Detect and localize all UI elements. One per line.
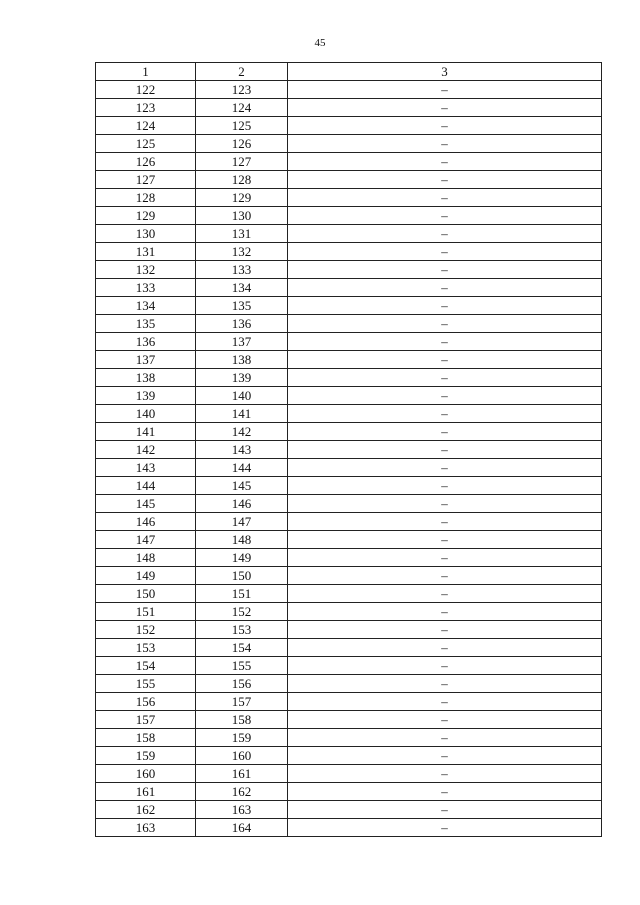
table-cell-col-3: – bbox=[288, 81, 602, 99]
table-row bbox=[96, 171, 602, 189]
table-cell-col-1: 131 bbox=[96, 243, 196, 261]
table-row bbox=[96, 351, 602, 369]
table-row bbox=[96, 621, 602, 639]
table-cell-col-3: – bbox=[288, 621, 602, 639]
table-cell-col-2: 131 bbox=[196, 225, 288, 243]
table-row bbox=[96, 387, 602, 405]
table-cell-col-3: – bbox=[288, 567, 602, 585]
table-row bbox=[96, 207, 602, 225]
table-cell-col-1: 163 bbox=[96, 819, 196, 837]
table-row bbox=[96, 675, 602, 693]
table-cell-col-2: 135 bbox=[196, 297, 288, 315]
table-cell-col-1: 135 bbox=[96, 315, 196, 333]
table-cell-col-3: – bbox=[288, 135, 602, 153]
table-row bbox=[96, 783, 602, 801]
table-cell-col-2: 163 bbox=[196, 801, 288, 819]
table-row bbox=[96, 135, 602, 153]
column-header-1: 1 bbox=[96, 63, 196, 81]
table-cell-col-2: 150 bbox=[196, 567, 288, 585]
table-cell-col-3: – bbox=[288, 459, 602, 477]
table-cell-col-2: 126 bbox=[196, 135, 288, 153]
table-row bbox=[96, 765, 602, 783]
table-row bbox=[96, 819, 602, 837]
table-cell-col-1: 162 bbox=[96, 801, 196, 819]
table-row bbox=[96, 693, 602, 711]
table-cell-col-3: – bbox=[288, 351, 602, 369]
table-cell-col-2: 160 bbox=[196, 747, 288, 765]
table-cell-col-1: 125 bbox=[96, 135, 196, 153]
table-cell-col-3: – bbox=[288, 297, 602, 315]
table-cell-col-1: 150 bbox=[96, 585, 196, 603]
table-cell-col-3: – bbox=[288, 405, 602, 423]
table-body bbox=[96, 81, 602, 837]
table-cell-col-3: – bbox=[288, 495, 602, 513]
table-row bbox=[96, 657, 602, 675]
table-row bbox=[96, 117, 602, 135]
table-cell-col-1: 161 bbox=[96, 783, 196, 801]
table-cell-col-2: 140 bbox=[196, 387, 288, 405]
table-cell-col-2: 146 bbox=[196, 495, 288, 513]
header-row bbox=[96, 63, 602, 81]
table-cell-col-3: – bbox=[288, 675, 602, 693]
table-cell-col-2: 138 bbox=[196, 351, 288, 369]
table-cell-col-1: 159 bbox=[96, 747, 196, 765]
table-row bbox=[96, 153, 602, 171]
table-cell-col-2: 151 bbox=[196, 585, 288, 603]
table-cell-col-2: 141 bbox=[196, 405, 288, 423]
table-cell-col-1: 142 bbox=[96, 441, 196, 459]
table-cell-col-2: 148 bbox=[196, 531, 288, 549]
table-cell-col-2: 129 bbox=[196, 189, 288, 207]
table-cell-col-2: 147 bbox=[196, 513, 288, 531]
table-cell-col-1: 144 bbox=[96, 477, 196, 495]
table-cell-col-1: 152 bbox=[96, 621, 196, 639]
table-cell-col-2: 152 bbox=[196, 603, 288, 621]
table-row bbox=[96, 603, 602, 621]
table-cell-col-2: 136 bbox=[196, 315, 288, 333]
table-cell-col-3: – bbox=[288, 153, 602, 171]
table-cell-col-3: – bbox=[288, 279, 602, 297]
table-cell-col-3: – bbox=[288, 549, 602, 567]
table-row bbox=[96, 747, 602, 765]
table-cell-col-2: 155 bbox=[196, 657, 288, 675]
table-cell-col-3: – bbox=[288, 513, 602, 531]
table-cell-col-2: 164 bbox=[196, 819, 288, 837]
table-cell-col-2: 145 bbox=[196, 477, 288, 495]
table-cell-col-2: 125 bbox=[196, 117, 288, 135]
table-cell-col-3: – bbox=[288, 333, 602, 351]
table-cell-col-2: 128 bbox=[196, 171, 288, 189]
table-cell-col-2: 158 bbox=[196, 711, 288, 729]
table-header bbox=[96, 63, 602, 81]
table-row bbox=[96, 81, 602, 99]
table-row bbox=[96, 477, 602, 495]
table-cell-col-3: – bbox=[288, 315, 602, 333]
table-cell-col-3: – bbox=[288, 117, 602, 135]
table-cell-col-2: 157 bbox=[196, 693, 288, 711]
table-row bbox=[96, 459, 602, 477]
table-cell-col-1: 140 bbox=[96, 405, 196, 423]
table-cell-col-1: 136 bbox=[96, 333, 196, 351]
table-cell-col-2: 144 bbox=[196, 459, 288, 477]
table-row bbox=[96, 243, 602, 261]
table-cell-col-1: 141 bbox=[96, 423, 196, 441]
table-cell-col-3: – bbox=[288, 657, 602, 675]
table-cell-col-1: 127 bbox=[96, 171, 196, 189]
table-cell-col-2: 137 bbox=[196, 333, 288, 351]
table-cell-col-2: 162 bbox=[196, 783, 288, 801]
table-cell-col-3: – bbox=[288, 369, 602, 387]
table-cell-col-2: 132 bbox=[196, 243, 288, 261]
table-cell-col-1: 138 bbox=[96, 369, 196, 387]
table-cell-col-3: – bbox=[288, 801, 602, 819]
table-cell-col-3: – bbox=[288, 585, 602, 603]
table-row bbox=[96, 639, 602, 657]
table-cell-col-3: – bbox=[288, 207, 602, 225]
table-cell-col-1: 156 bbox=[96, 693, 196, 711]
table-cell-col-2: 124 bbox=[196, 99, 288, 117]
column-header-2: 2 bbox=[196, 63, 288, 81]
table-cell-col-1: 137 bbox=[96, 351, 196, 369]
table-cell-col-3: – bbox=[288, 783, 602, 801]
table-row bbox=[96, 729, 602, 747]
column-header-3: 3 bbox=[288, 63, 602, 81]
table-row bbox=[96, 297, 602, 315]
table-cell-col-2: 130 bbox=[196, 207, 288, 225]
table-cell-col-1: 124 bbox=[96, 117, 196, 135]
table-row bbox=[96, 549, 602, 567]
table-cell-col-1: 145 bbox=[96, 495, 196, 513]
table-cell-col-3: – bbox=[288, 729, 602, 747]
table-cell-col-1: 158 bbox=[96, 729, 196, 747]
table-cell-col-1: 149 bbox=[96, 567, 196, 585]
table-cell-col-3: – bbox=[288, 531, 602, 549]
table-cell-col-2: 159 bbox=[196, 729, 288, 747]
table-row bbox=[96, 495, 602, 513]
table-cell-col-2: 134 bbox=[196, 279, 288, 297]
table-row bbox=[96, 333, 602, 351]
table-cell-col-3: – bbox=[288, 189, 602, 207]
table-cell-col-1: 130 bbox=[96, 225, 196, 243]
table-row bbox=[96, 369, 602, 387]
table-row bbox=[96, 423, 602, 441]
table-row bbox=[96, 711, 602, 729]
table-cell-col-1: 122 bbox=[96, 81, 196, 99]
table-cell-col-1: 157 bbox=[96, 711, 196, 729]
table-cell-col-3: – bbox=[288, 819, 602, 837]
table-cell-col-1: 155 bbox=[96, 675, 196, 693]
table-cell-col-3: – bbox=[288, 423, 602, 441]
table-cell-col-3: – bbox=[288, 225, 602, 243]
table-cell-col-1: 133 bbox=[96, 279, 196, 297]
table-row bbox=[96, 99, 602, 117]
table-cell-col-1: 146 bbox=[96, 513, 196, 531]
table-cell-col-3: – bbox=[288, 639, 602, 657]
table-row bbox=[96, 531, 602, 549]
table-cell-col-3: – bbox=[288, 603, 602, 621]
table-cell-col-3: – bbox=[288, 99, 602, 117]
table-row bbox=[96, 189, 602, 207]
table-cell-col-2: 139 bbox=[196, 369, 288, 387]
table-cell-col-1: 134 bbox=[96, 297, 196, 315]
table-row bbox=[96, 279, 602, 297]
table-row bbox=[96, 315, 602, 333]
table-cell-col-1: 148 bbox=[96, 549, 196, 567]
page-number: 45 bbox=[314, 37, 326, 49]
table-cell-col-2: 156 bbox=[196, 675, 288, 693]
table-cell-col-1: 132 bbox=[96, 261, 196, 279]
table-cell-col-1: 126 bbox=[96, 153, 196, 171]
table-cell-col-3: – bbox=[288, 477, 602, 495]
table-cell-col-3: – bbox=[288, 171, 602, 189]
table-cell-col-1: 147 bbox=[96, 531, 196, 549]
table-cell-col-2: 143 bbox=[196, 441, 288, 459]
table-cell-col-1: 153 bbox=[96, 639, 196, 657]
table-cell-col-3: – bbox=[288, 243, 602, 261]
table-cell-col-2: 161 bbox=[196, 765, 288, 783]
table-cell-col-3: – bbox=[288, 693, 602, 711]
table-cell-col-1: 160 bbox=[96, 765, 196, 783]
table-cell-col-3: – bbox=[288, 765, 602, 783]
table-cell-col-3: – bbox=[288, 711, 602, 729]
table-cell-col-1: 128 bbox=[96, 189, 196, 207]
table-cell-col-1: 154 bbox=[96, 657, 196, 675]
table-cell-col-2: 149 bbox=[196, 549, 288, 567]
table-cell-col-2: 153 bbox=[196, 621, 288, 639]
data-table bbox=[95, 62, 602, 837]
table-cell-col-2: 142 bbox=[196, 423, 288, 441]
table-cell-col-2: 127 bbox=[196, 153, 288, 171]
table-row bbox=[96, 225, 602, 243]
table-cell-col-1: 139 bbox=[96, 387, 196, 405]
table-cell-col-3: – bbox=[288, 387, 602, 405]
table-cell-col-1: 151 bbox=[96, 603, 196, 621]
table-row bbox=[96, 261, 602, 279]
table-cell-col-3: – bbox=[288, 747, 602, 765]
table-cell-col-1: 123 bbox=[96, 99, 196, 117]
table-cell-col-1: 129 bbox=[96, 207, 196, 225]
table-row bbox=[96, 585, 602, 603]
table-row bbox=[96, 801, 602, 819]
table-cell-col-1: 143 bbox=[96, 459, 196, 477]
table-cell-col-2: 154 bbox=[196, 639, 288, 657]
table-row bbox=[96, 513, 602, 531]
table-cell-col-2: 133 bbox=[196, 261, 288, 279]
table-cell-col-3: – bbox=[288, 261, 602, 279]
table-cell-col-3: – bbox=[288, 441, 602, 459]
table-cell-col-2: 123 bbox=[196, 81, 288, 99]
table-row bbox=[96, 441, 602, 459]
table-row bbox=[96, 405, 602, 423]
table-row bbox=[96, 567, 602, 585]
